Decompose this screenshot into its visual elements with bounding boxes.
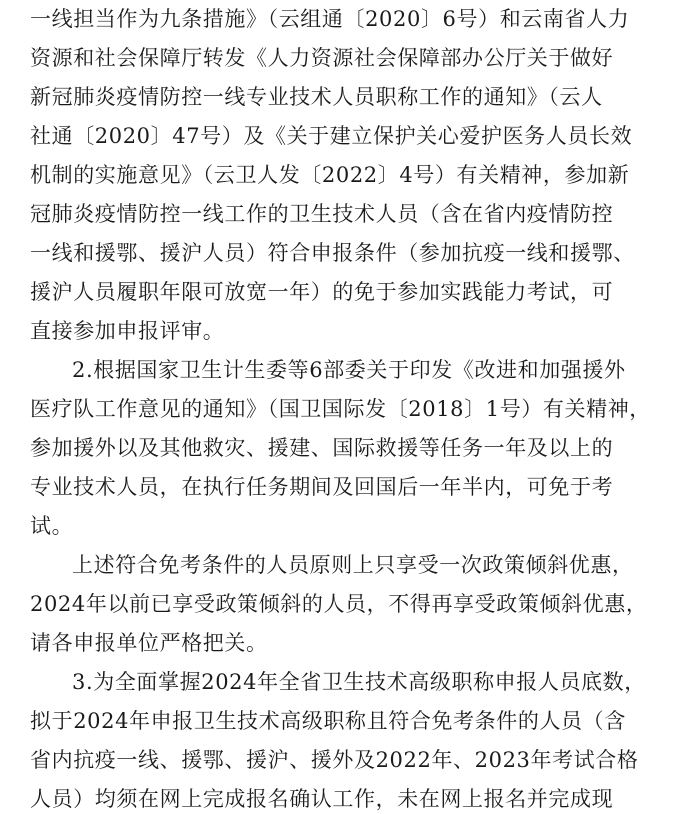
- text-line: 专业技术人员，在执行任务期间及回国后一年半内，可免于考: [30, 475, 614, 499]
- text-line: 请各申报单位严格把关。: [30, 631, 268, 655]
- text-line: 冠肺炎疫情防控一线工作的卫生技术人员（含在省内疫情防控: [30, 202, 614, 226]
- text-line: 社通〔2020〕47号）及《关于建立保护关心爱护医务人员长效: [30, 124, 633, 148]
- text-line: 直接参加申报评审。: [30, 319, 225, 343]
- text-line: 资源和社会保障厅转发《人力资源社会保障部办公厅关于做好: [30, 46, 614, 70]
- text-line: 拟于2024年申报卫生技术高级职称且符合免考条件的人员（含: [30, 709, 626, 733]
- text-line: 新冠肺炎疫情防控一线专业技术人员职称工作的通知》（云人: [30, 85, 603, 109]
- text-line: 参加援外以及其他救灾、援建、国际救援等任务一年及以上的: [30, 436, 614, 460]
- text-line: 一线和援鄂、援沪人员）符合申报条件（参加抗疫一线和援鄂、: [30, 241, 635, 265]
- text-line: 人员）均须在网上完成报名确认工作，未在网上报名并完成现: [30, 787, 614, 811]
- paragraph-first-line: 3.为全面掌握2024年全省卫生技术高级职称申报人员底数，: [72, 670, 646, 694]
- text-line: 试。: [30, 514, 74, 538]
- text-line: 2024年以前已享受政策倾斜的人员，不得再享受政策倾斜优惠，: [30, 592, 648, 616]
- text-line: 省内抗疫一线、援鄂、援沪、援外及2022年、2023年考试合格: [30, 748, 639, 772]
- paragraph-first-line: 2.根据国家卫生计生委等6部委关于印发《改进和加强援外: [72, 358, 626, 382]
- text-line: 机制的实施意见》（云卫人发〔2022〕4号）有关精神，参加新: [30, 163, 630, 187]
- paragraph-first-line: 上述符合免考条件的人员原则上只享受一次政策倾斜优惠，: [72, 553, 634, 577]
- text-line: 援沪人员履职年限可放宽一年）的免于参加实践能力考试，可: [30, 280, 614, 304]
- text-line: 一线担当作为九条措施》（云组通〔2020〕6号）和云南省人力: [30, 7, 630, 31]
- text-line: 医疗队工作意见的通知》（国卫国际发〔2018〕1号）有关精神，: [30, 397, 651, 421]
